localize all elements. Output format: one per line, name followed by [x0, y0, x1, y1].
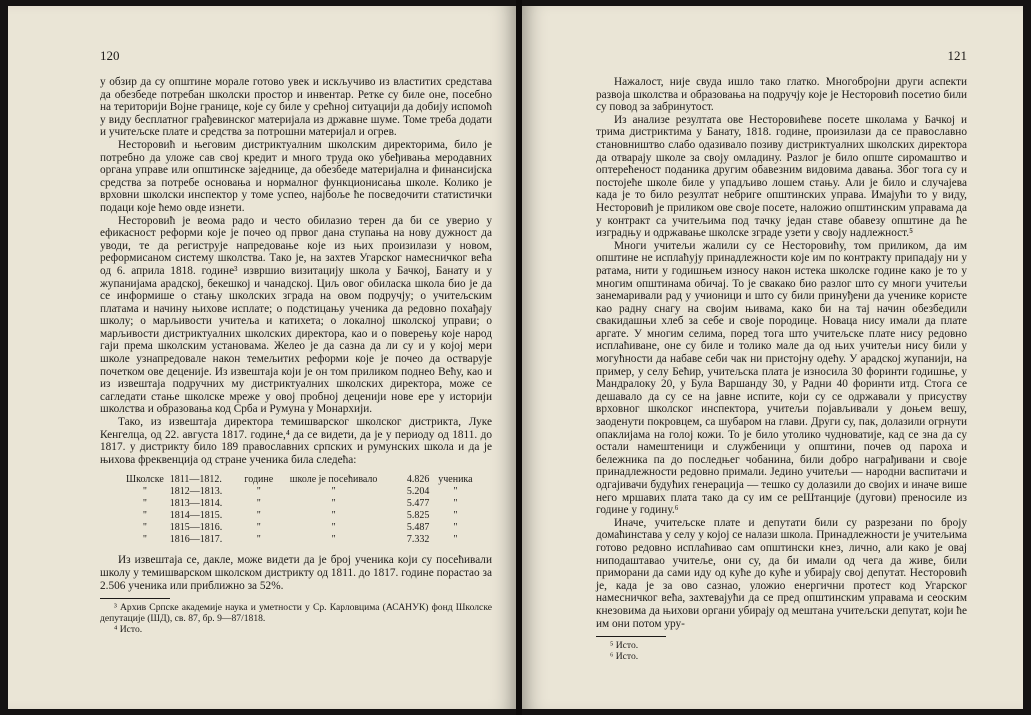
table-cell: "	[142, 498, 147, 510]
table-cell: 1813—1814.	[169, 498, 223, 510]
table-cell: 5.477	[406, 498, 430, 510]
table-cell: "	[331, 522, 336, 534]
table-cell: ученика	[438, 474, 473, 486]
table-cell: Школске	[126, 474, 164, 486]
table-cell: "	[142, 510, 147, 522]
footnote: ³ Архив Српске академије наука и уметности у Ср. Карловцима (АСАНУК) фонд Школске депутације (ШД), св. 87, бр. 9—87/1818.	[100, 602, 492, 625]
table-cell: "	[453, 486, 458, 498]
footnote: ⁴ Исто.	[114, 624, 143, 636]
table-cell: "	[142, 534, 147, 546]
paragraph: Тако, из извештаја директора темишварског школског дистрикта, Луке Кенгелца, од 22. августа 1817. године,⁴ да се видети, да је у периоду од 1811. до 1817. у дистрикту било 189 православних српских и румунских школа и да је њихова фреквенција од стране ученика била следећа:	[100, 416, 492, 466]
right-page	[522, 6, 1023, 709]
table-row	[126, 534, 481, 546]
table-cell: 1814—1815.	[169, 510, 223, 522]
table-cell: "	[256, 486, 261, 498]
paragraph: Из анализе резултата ове Несторовићеве посете школама у Бачкој и трима дистриктима у Банату, 1818. године, произилази да се православно становништво слабо одазивало позиву дистриктуалних школских директора да отварају школе за своју омладину. Разлог је било опште сиромаштво и оптерећеност поданика другим обавезним видовима давања. Због тога су и постојеће школе биле у упадљиво лошем стању. Али је било и случајева када је то било резултат небриге општинских управа. Имајући то у виду, Несторовић је приликом ове своје посете, наложио општинским управама да у контракт са учитељима под тачку један ставе обавезу општине да ће изградњу и одржавање школске зграде узети у своју надлежност.⁵	[596, 113, 967, 240]
table-cell: 5.487	[406, 522, 430, 534]
table-cell: "	[256, 534, 261, 546]
right-page-body	[596, 76, 967, 662]
table-cell: "	[453, 534, 458, 546]
paragraph: Несторовић и његовим дистриктуалним школским директорима, било је потребно да уложе сав свој кредит и много труда око убеђивања меродавних органа управе или општинске заједнице, да обезбеде материјална и финансијска средства за потребе основања и нормалног функционисања школе. Колико је врховни школски инспектор у томе успео, најбоље ће посведочити статистички подаци које ћемо овде изнети.	[100, 138, 492, 214]
paragraph: Нажалост, није свуда ишло тако глатко. Многобројни други аспекти развоја школства и образовања на подручју које је Несторовић посетио били су повод за забринутост.	[596, 76, 967, 114]
table-cell: "	[453, 498, 458, 510]
paragraph: Несторовић је веома радо и често обилазио терен да би се уверио у ефикасност реформи које је почео од првог дана ступања на нову дужност да уводи, те да региструје напредовање које из њих произилази у новом, реформисаном систему школства. Тако је, на захтев Угарског намесничког већа од 6. априла 1818. године³ извршио визитацију школа у Бачкој, Банату и у жупанијама арадској, бекешкој и чанадској. Циљ овог обиласка школа био је да се информише о стању школских зграда на овом подручју; о учитељским платама и начину њихове исплате; о подстицању ученика да редовно похађају школу; о марљивости учитеља и катихета; о локалној школској управи; о марљивости дистриктуалних школских директора, као и о поверењу које народ гаји према школским установама. Желео је да сазна да ли су и у којој мери школе узнапредовале након темељитих реформи које је почео да остварује почетком ове деценије. Из извештаја који је он том приликом поднео Већу, као и из извештаја подручних му дистриктуалних школских директора, може се сагледати стање школске мреже у овој пробној деценији нове ере у историји школства и образовања код Срба и Румуна у Монархији.	[100, 214, 492, 416]
table-cell: "	[256, 510, 261, 522]
table-cell: "	[453, 510, 458, 522]
table-cell: "	[256, 522, 261, 534]
footnote-divider	[596, 636, 666, 637]
table-row	[126, 474, 481, 486]
table-cell: 1816—1817.	[169, 534, 223, 546]
table-row	[126, 522, 481, 534]
footnote: ⁵ Исто.	[610, 640, 639, 652]
table-cell: 1812—1813.	[169, 486, 223, 498]
attendance-table	[126, 474, 481, 546]
footnotes-left	[100, 602, 492, 635]
table-cell: "	[142, 522, 147, 534]
footnote: ⁶ Исто.	[610, 651, 639, 663]
footnotes-right	[596, 640, 967, 662]
table-cell: 7.332	[406, 534, 430, 546]
paragraph: у обзир да су општине морале готово увек и искључиво из властитих средстава да обезбеде потребан школски простор и инвентар. Ретке су биле оне, посебно на територији Војне границе, које су биле у срећној ситуацији да добију испомоћ у виду бесплатног грађевинског материјала из државне шуме. Томе треба додати и учитељске плате и средства за потрошни материјал и огрев.	[100, 76, 492, 139]
paragraph: Иначе, учитељске плате и депутати били су разрезани по броју домаћинстава у селу у којој се налази школа. Принадлежности је учитељима готово редовно исплаћивао сам општински кнез, лично, али како је овај ниподаштавао учитеље, они су, да би имали од чега да живе, били приморани да сами иду од куће до куће и убирају свој депутат. Несторовић је, када је за ово сазнао, уложио енергични протест код Угарског намесничког већа, захтевајући да се пред општинским управама и сеоским кнезовима да њихови органи убирају од мештана учитељски депутат, који ће им они потом уру-	[596, 516, 967, 630]
table-cell: "	[142, 486, 147, 498]
table-cell: школе је посећивало	[289, 474, 378, 486]
table-cell: 1815—1816.	[169, 522, 223, 534]
table-cell: 5.204	[406, 486, 430, 498]
table-cell: "	[331, 486, 336, 498]
table-cell: 4.826	[406, 474, 430, 486]
footnote-divider	[100, 598, 170, 599]
table-cell: "	[331, 534, 336, 546]
page-number-right: 121	[947, 48, 967, 63]
table-cell: 1811—1812.	[169, 474, 222, 486]
table-cell: "	[453, 522, 458, 534]
paragraph: Из извештаја се, дакле, може видети да је број ученика који су посећивали школу у темишварском школском дистрикту од 1811. до 1817. године порастао за 2.506 ученика или приближно за 52%.	[100, 554, 492, 592]
left-page-body	[100, 76, 492, 635]
table-row	[126, 498, 481, 510]
table-cell: "	[331, 498, 336, 510]
table-cell: године	[244, 474, 274, 486]
table-cell: "	[331, 510, 336, 522]
table-cell: "	[256, 498, 261, 510]
page-number-left: 120	[100, 48, 120, 63]
table-row	[126, 510, 481, 522]
table-cell: 5.825	[406, 510, 430, 522]
paragraph: Многи учитељи жалили су се Несторовићу, том приликом, да им општине не исплаћују принадлежности које им по контракту припадају ни у ратама, нити у годишњем износу након истека школске године како је то у многим општинама обичај. То је свакако био разлог што су многи учитељи занемаривали рад у учионици и што су били принуђени да ученике користе као радну снагу на својим њивама, како би на тај начин обезбедили свакидашњи хлеб за себе и своје породице. Новаца нису имали да плате аргате. У многим селима, поред тога што учитељске плате нису редовно исплаћиване, оне су биле и толико мале да од њих учитељи нису били у могућности да набаве себи чак ни пристојну одећу. У арадској жупанији, на пример, у селу Бећир, учитељска плата је износила 30 форинти годишње, у Мандралоку 20, у Була Варшанду 30, у Радни 40 форинти итд. Стога се дешавало да су се на јавне испите, који су се одржавали у присуству врховног школског инспектора, учитељи појављивали у доњем вешу, заоденути покровцем, са шубаром на глави. Други су, пак, долазили огрнути опаклијама на голој кожи. То је било утолико чудноватије, кад се зна да су остали намештеници и службеници у општини, почев од пароха и бележника па до последњег чобанина, били добро награђивани и своје принадлежности редовно примали. Једино учитељи — народни васпитачи и одгајивачи будућих генерација — тешко су долазили до својих и иначе више него мршавих плата тако да су им се реШтанције (дугови) преносиле из године у годину.⁶	[596, 239, 967, 517]
left-page	[8, 6, 516, 709]
table-row	[126, 486, 481, 498]
